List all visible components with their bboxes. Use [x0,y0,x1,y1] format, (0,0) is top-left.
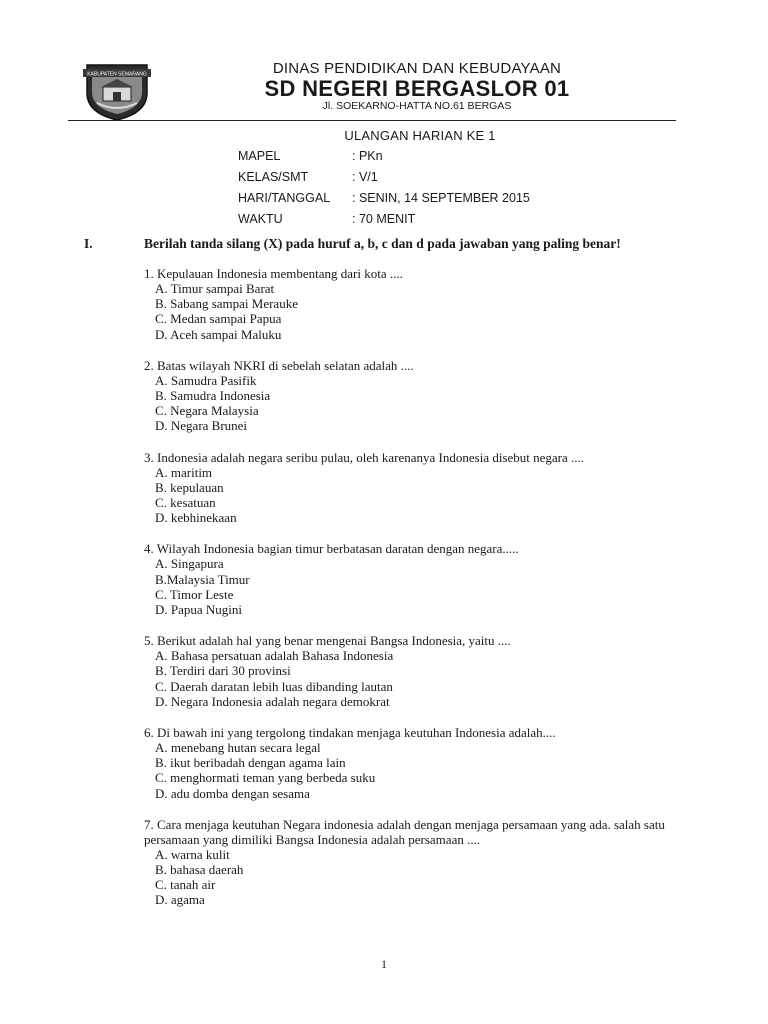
answer-option: D. adu domba dengan sesama [155,785,310,801]
info-label: HARI/TANGGAL [238,191,331,205]
school-name: SD NEGERI BERGASLOR 01 [264,76,570,101]
answer-option: A. warna kulit [155,846,230,862]
department-name: DINAS PENDIDIKAN DAN KEBUDAYAAN [272,60,562,77]
question-text: 6. Di bawah ini yang tergolong tindakan menjaga keutuhan Indonesia adalah.... [144,725,556,741]
answer-option: A. maritim [155,464,213,480]
page-number: 1 [381,957,387,971]
question-item [144,541,704,617]
answer-option: B. bahasa daerah [155,862,244,878]
question-list [144,266,704,924]
question-item [144,725,704,801]
info-label: KELAS/SMT [238,170,309,184]
answer-option: A. menebang hutan secara legal [155,740,321,756]
answer-option: B. kepulauan [155,479,224,495]
question-text: 2. Batas wilayah NKRI di sebelah selatan adalah .... [144,357,414,373]
question-text: 7. Cara menjaga keutuhan Negara indonesia adalah dengan menjaga persamaan yang ada. salah satu persamaan yang dimiliki Bangsa Indonesia adalah persamaan .... [144,816,665,847]
logo-banner-text: KABUPATEN SEMARANG [87,71,147,78]
question-text: 4. Wilayah Indonesia bagian timur berbatasan daratan dengan negara..... [144,541,519,557]
answer-option: D. Papua Nugini [155,602,243,618]
school-address: Jl. SOEKARNO-HATTA NO.61 BERGAS [322,100,512,112]
question-item [144,358,704,434]
answer-option: C. kesatuan [155,495,216,511]
question-item [144,266,704,342]
exam-title: ULANGAN HARIAN KE 1 [344,128,496,143]
answer-option: C. Negara Malaysia [155,403,259,419]
section-instruction: Berilah tanda silang (X) pada huruf a, b, c dan d pada jawaban yang paling benar! [144,236,621,251]
info-value: : SENIN, 14 SEPTEMBER 2015 [352,191,530,205]
answer-option: D. Negara Indonesia adalah negara demokrat [155,693,390,709]
info-label: MAPEL [238,149,281,163]
question-text: 5. Berikut adalah hal yang benar mengenai Bangsa Indonesia, yaitu .... [144,633,511,649]
question-text: 3. Indonesia adalah negara seribu pulau, oleh karenanya Indonesia disebut negara .... [144,449,585,465]
answer-option: D. Aceh sampai Maluku [155,326,282,342]
question-item [144,633,704,709]
answer-option: C. tanah air [155,877,216,893]
answer-option: C. menghormati teman yang berbeda suku [155,770,376,786]
answer-option: A. Timur sampai Barat [155,281,275,296]
info-value: : V/1 [352,170,378,184]
info-value: : PKn [352,149,383,163]
answer-option: B.Malaysia Timur [155,571,250,587]
answer-option: A. Bahasa persatuan adalah Bahasa Indonesia [155,648,394,664]
question-text: 1. Kepulauan Indonesia membentang dari kota .... [144,266,403,281]
question-item [144,450,704,526]
regency-emblem-icon [83,63,151,121]
answer-option: C. Timor Leste [155,586,234,602]
answer-option: B. ikut beribadah dengan agama lain [155,755,346,771]
answer-option: B. Terdiri dari 30 provinsi [155,663,291,679]
header-divider [68,120,676,121]
answer-option: D. agama [155,892,205,908]
answer-option: C. Medan sampai Papua [155,311,282,327]
answer-option: A. Samudra Pasifik [155,372,257,388]
question-item [144,817,704,908]
info-label: WAKTU [238,212,283,226]
answer-option: B. Samudra Indonesia [155,388,271,404]
answer-option: B. Sabang sampai Merauke [155,296,298,312]
info-value: : 70 MENIT [352,212,416,226]
section-number: I. [84,236,93,251]
answer-option: C. Daerah daratan lebih luas dibanding lautan [155,678,393,694]
answer-option: D. Negara Brunei [155,418,248,434]
answer-option: A. Singapura [155,556,224,572]
answer-option: D. kebhinekaan [155,510,237,526]
